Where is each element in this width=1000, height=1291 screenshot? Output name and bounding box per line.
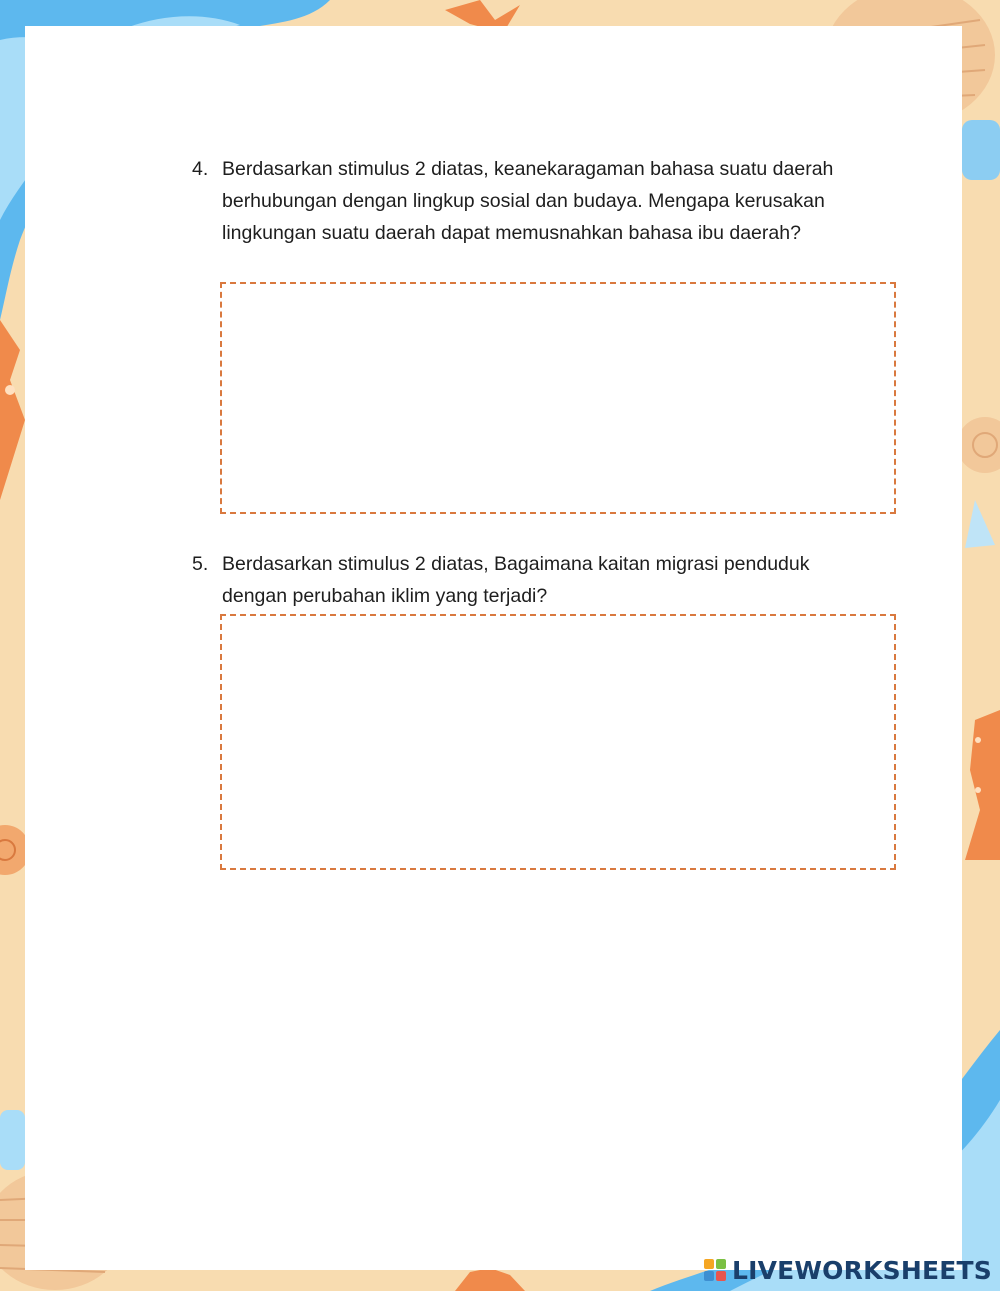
- liveworksheets-logo-icon: [704, 1259, 726, 1281]
- question-4-number: 4.: [192, 158, 209, 180]
- question-5: [192, 548, 852, 612]
- question-5-number: 5.: [192, 553, 209, 575]
- question-4: [192, 153, 852, 249]
- starfish-left: [0, 320, 25, 500]
- starfish-right: [965, 710, 1000, 860]
- starfish-bottom: [455, 1268, 525, 1291]
- question-5-text: Berdasarkan stimulus 2 diatas, Bagaimana kaitan migrasi penduduk dengan perubahan iklim yang terjadi?: [222, 553, 810, 607]
- shell-right: [957, 417, 1000, 473]
- answer-box-4[interactable]: [220, 282, 896, 514]
- question-4-text: Berdasarkan stimulus 2 diatas, keanekaragaman bahasa suatu daerah berhubungan dengan lingkup sosial dan budaya. Mengapa kerusakan lingkungan suatu daerah dapat memusnahkan bahasa ibu daerah?: [222, 158, 834, 244]
- answer-box-5[interactable]: [220, 614, 896, 870]
- brand-text: LIVEWORKSHEETS: [731, 1255, 992, 1285]
- conch-right: [965, 500, 995, 548]
- liveworksheets-brand: [704, 1255, 992, 1285]
